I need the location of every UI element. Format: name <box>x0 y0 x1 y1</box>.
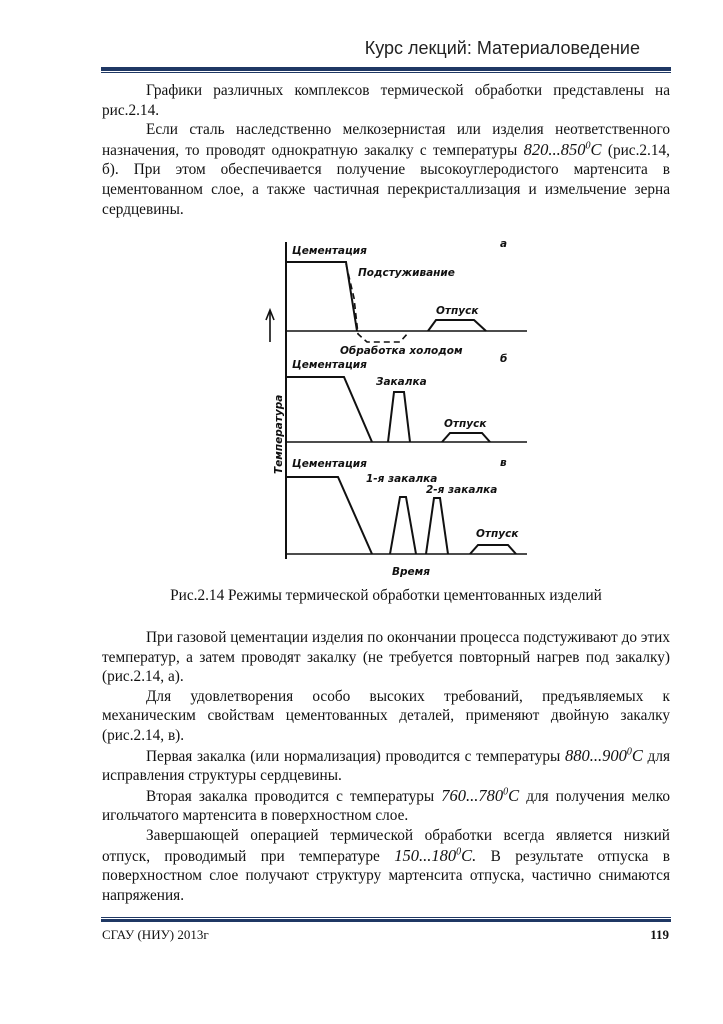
text-fragment: Если сталь наследственно мелкозернистая или изделия неответственного назначения, то проводят однократную закалку с температуры <box>102 121 670 159</box>
intro-text <box>102 81 670 219</box>
running-header-title: Курс лекций: Материаловедение <box>364 38 640 58</box>
x-axis-label: Время <box>392 566 430 578</box>
text-fragment: Первая закалка (или нормализация) проводится с температуры <box>146 747 565 765</box>
label-cementation-a: Цементация <box>292 245 367 257</box>
label-tempering-a: Отпуск <box>436 305 479 317</box>
text-fragment: для получения мелко игольчатого мартенсита в поверхностном слое. <box>102 787 670 825</box>
temperature-unit: C <box>631 745 643 765</box>
temperature-value <box>524 140 602 159</box>
panel-letter-a: а <box>500 238 508 250</box>
degree-superscript: 0 <box>585 140 591 152</box>
paragraph-second-quench <box>102 786 670 826</box>
text-fragment: (рис.2.14, б). При этом обеспечивается получение высокоуглеродистого мартенсита в цементованном слое, а также частичная перекристаллизация и измельчение зерна сердцевины. <box>102 141 671 218</box>
header-rule <box>101 67 671 71</box>
paragraph-first-quench <box>102 746 670 786</box>
temperature-value <box>565 746 643 765</box>
label-cementation-c: Цементация <box>292 458 367 470</box>
curve-cementation-a <box>286 262 357 331</box>
curve-tempering-a <box>428 320 486 331</box>
paragraph-tempering <box>102 826 670 905</box>
curve-cementation-b <box>286 377 372 442</box>
label-quench1-c: 1-я закалка <box>366 473 438 485</box>
figure-caption: Рис.2.14 Режимы термической обработки цементованных изделий <box>170 587 602 604</box>
paragraph-intro: Графики различных комплексов термической обработки представлены на рис.2.14. <box>102 82 670 119</box>
label-cooling-a: Подстуживание <box>358 267 455 279</box>
paragraph-gas-cementation: При газовой цементации изделия по окончании процесса подстуживают до этих температур, а затем проводят закалку (не требуется повторный нагрев под закалку) (рис.2.14, а). <box>102 629 670 686</box>
curve-quench2-c <box>426 498 448 554</box>
temperature-number: 150...180 <box>394 845 457 865</box>
text-fragment: Завершающей операцией термической обработки всегда является низкий отпуск, проводимый при температуре <box>102 826 670 865</box>
footer-institution: СГАУ (НИУ) 2013г <box>102 927 209 942</box>
label-cold-a: Обработка холодом <box>340 345 463 357</box>
label-tempering-c: Отпуск <box>476 528 519 540</box>
label-quench2-c: 2-я закалка <box>426 484 498 496</box>
panel-letter-b: б <box>500 353 508 365</box>
degree-superscript: 0 <box>626 746 632 758</box>
temperature-number: 760...780 <box>441 785 504 805</box>
degree-superscript: 0 <box>503 786 509 798</box>
label-cementation-b: Цементация <box>292 359 367 371</box>
temperature-number: 880...900 <box>565 745 627 765</box>
temperature-unit: C. <box>461 845 477 865</box>
text-fragment: В результате отпуска в поверхностном слое получают структуру мартенсита отпуска, частично снимаются напряжения. <box>102 847 671 904</box>
curve-tempering-b <box>442 433 490 442</box>
temperature-number: 820...850 <box>523 139 586 159</box>
curve-cementation-c <box>286 477 372 554</box>
curve-tempering-c <box>470 545 516 554</box>
label-tempering-b: Отпуск <box>444 418 487 430</box>
text-fragment: для исправления структуры сердцевины. <box>102 747 670 785</box>
curve-quench-b <box>388 392 410 442</box>
temperature-value <box>441 786 519 805</box>
text-fragment: Вторая закалка проводится с температуры <box>146 787 442 805</box>
paragraph-single-quench <box>102 120 670 219</box>
body-text <box>102 628 670 905</box>
temperature-unit: C <box>508 785 520 805</box>
footer-rule <box>101 917 671 918</box>
heat-treatment-diagram <box>262 234 532 579</box>
page-number: 119 <box>650 927 669 942</box>
degree-superscript: 0 <box>456 846 462 858</box>
label-quench-b: Закалка <box>376 376 427 388</box>
paragraph-double-quench: Для удовлетворения особо высоких требований, предъявляемых к механическим свойствам цементованных деталей, применяют двойную закалку (рис.2.14, в). <box>102 687 670 744</box>
curve-quench1-c <box>390 497 416 554</box>
y-axis-label: Температура <box>273 394 285 474</box>
panel-letter-c: в <box>500 457 507 469</box>
temperature-unit: C <box>590 139 602 159</box>
temperature-value <box>394 846 476 865</box>
